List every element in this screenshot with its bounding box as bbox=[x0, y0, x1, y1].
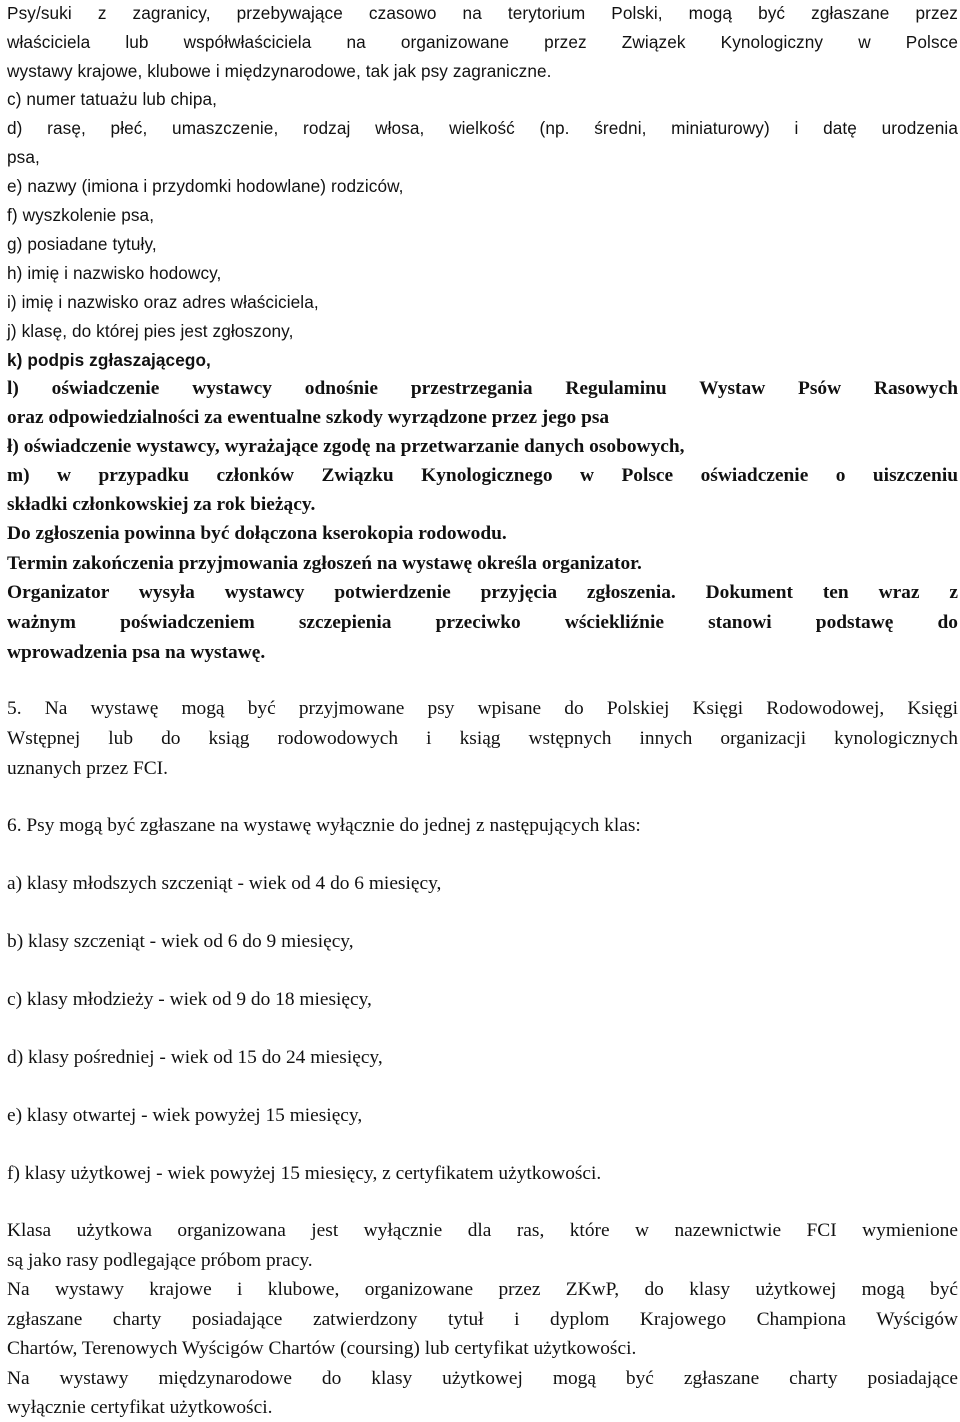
text-line: Termin zakończenia przyjmowania zgłoszeń na wystawę określa organizator. bbox=[7, 553, 642, 574]
text-line: Na wystawy międzynarodowe do klasy użytkowej mogą być zgłaszane charty posiadające bbox=[7, 1368, 958, 1389]
text-line: Organizator wysyła wystawcy potwierdzenie przyjęcia zgłoszenia. Dokument ten wraz z bbox=[7, 582, 958, 603]
text-line: g) posiadane tytuły, bbox=[7, 234, 157, 254]
text-line: d) rasę, płeć, umaszczenie, rodzaj włosa, wielkość (np. średni, miniaturowy) i datę urodzenia bbox=[7, 118, 958, 138]
text-line: składki członkowskiej za rok bieżący. bbox=[7, 494, 316, 515]
text-line: wystawy krajowe, klubowe i międzynarodowe, tak jak psy zagraniczne. bbox=[7, 61, 552, 81]
text-line: i) imię i nazwisko oraz adres właściciela, bbox=[7, 292, 319, 312]
text-line: wyłącznie certyfikat użytkowości. bbox=[7, 1397, 273, 1418]
text-line: b) klasy szczeniąt - wiek od 6 do 9 miesięcy, bbox=[7, 931, 354, 952]
text-line: Psy/suki z zagranicy, przebywające czasowo na terytorium Polski, mogą być zgłaszane przez bbox=[7, 3, 958, 23]
text-line: są jako rasy podlegające próbom pracy. bbox=[7, 1250, 313, 1271]
text-line: zgłaszane charty posiadające zatwierdzony tytuł i dyplom Krajowego Championa Wyścigów bbox=[7, 1309, 958, 1330]
text-line: Do zgłoszenia powinna być dołączona kserokopia rodowodu. bbox=[7, 523, 507, 544]
text-line: m) w przypadku członków Związku Kynologicznego w Polsce oświadczenie o uiszczeniu bbox=[7, 465, 958, 486]
text-line: e) nazwy (imiona i przydomki hodowlane) rodziców, bbox=[7, 176, 404, 196]
text-line: 5. Na wystawę mogą być przyjmowane psy wpisane do Polskiej Księgi Rodowodowej, Księgi bbox=[7, 698, 958, 719]
text-line: d) klasy pośredniej - wiek od 15 do 24 miesięcy, bbox=[7, 1047, 383, 1068]
text-line: a) klasy młodszych szczeniąt - wiek od 4 do 6 miesięcy, bbox=[7, 873, 442, 894]
text-line: Chartów, Terenowych Wyścigów Chartów (coursing) lub certyfikat użytkowości. bbox=[7, 1338, 637, 1359]
text-line: c) numer tatuażu lub chipa, bbox=[7, 89, 218, 109]
text-line: e) klasy otwartej - wiek powyżej 15 miesięcy, bbox=[7, 1105, 363, 1126]
text-line: k) podpis zgłaszającego, bbox=[7, 350, 211, 370]
text-line: j) klasę, do której pies jest zgłoszony, bbox=[7, 321, 294, 341]
text-line: oraz odpowiedzialności za ewentualne szkody wyrządzone przez jego psa bbox=[7, 407, 610, 428]
text-line: Na wystawy krajowe i klubowe, organizowane przez ZKwP, do klasy użytkowej mogą być bbox=[7, 1279, 958, 1300]
text-line: właściciela lub współwłaściciela na organizowane przez Związek Kynologiczny w Polsce bbox=[7, 32, 958, 52]
text-line: psa, bbox=[7, 147, 40, 167]
text-line: f) wyszkolenie psa, bbox=[7, 205, 155, 225]
text-line: Klasa użytkowa organizowana jest wyłącznie dla ras, które w nazewnictwie FCI wymienione bbox=[7, 1220, 958, 1241]
text-line: f) klasy użytkowej - wiek powyżej 15 miesięcy, z certyfikatem użytkowości. bbox=[7, 1163, 602, 1184]
text-line: 6. Psy mogą być zgłaszane na wystawę wyłącznie do jednej z następujących klas: bbox=[7, 815, 641, 836]
text-line: l) oświadczenie wystawcy odnośnie przestrzegania Regulaminu Wystaw Psów Rasowych bbox=[7, 378, 958, 399]
text-line: ważnym poświadczeniem szczepienia przeciwko wściekliźnie stanowi podstawę do bbox=[7, 612, 958, 633]
text-line: h) imię i nazwisko hodowcy, bbox=[7, 263, 222, 283]
text-line: uznanych przez FCI. bbox=[7, 758, 168, 779]
text-line: wprowadzenia psa na wystawę. bbox=[7, 642, 266, 663]
text-line: c) klasy młodzieży - wiek od 9 do 18 miesięcy, bbox=[7, 989, 372, 1010]
text-line: Wstępnej lub do ksiąg rodowodowych i ksiąg wstępnych innych organizacji kynologicznych bbox=[7, 728, 958, 749]
text-line: ł) oświadczenie wystawcy, wyrażające zgodę na przetwarzanie danych osobowych, bbox=[7, 436, 685, 457]
